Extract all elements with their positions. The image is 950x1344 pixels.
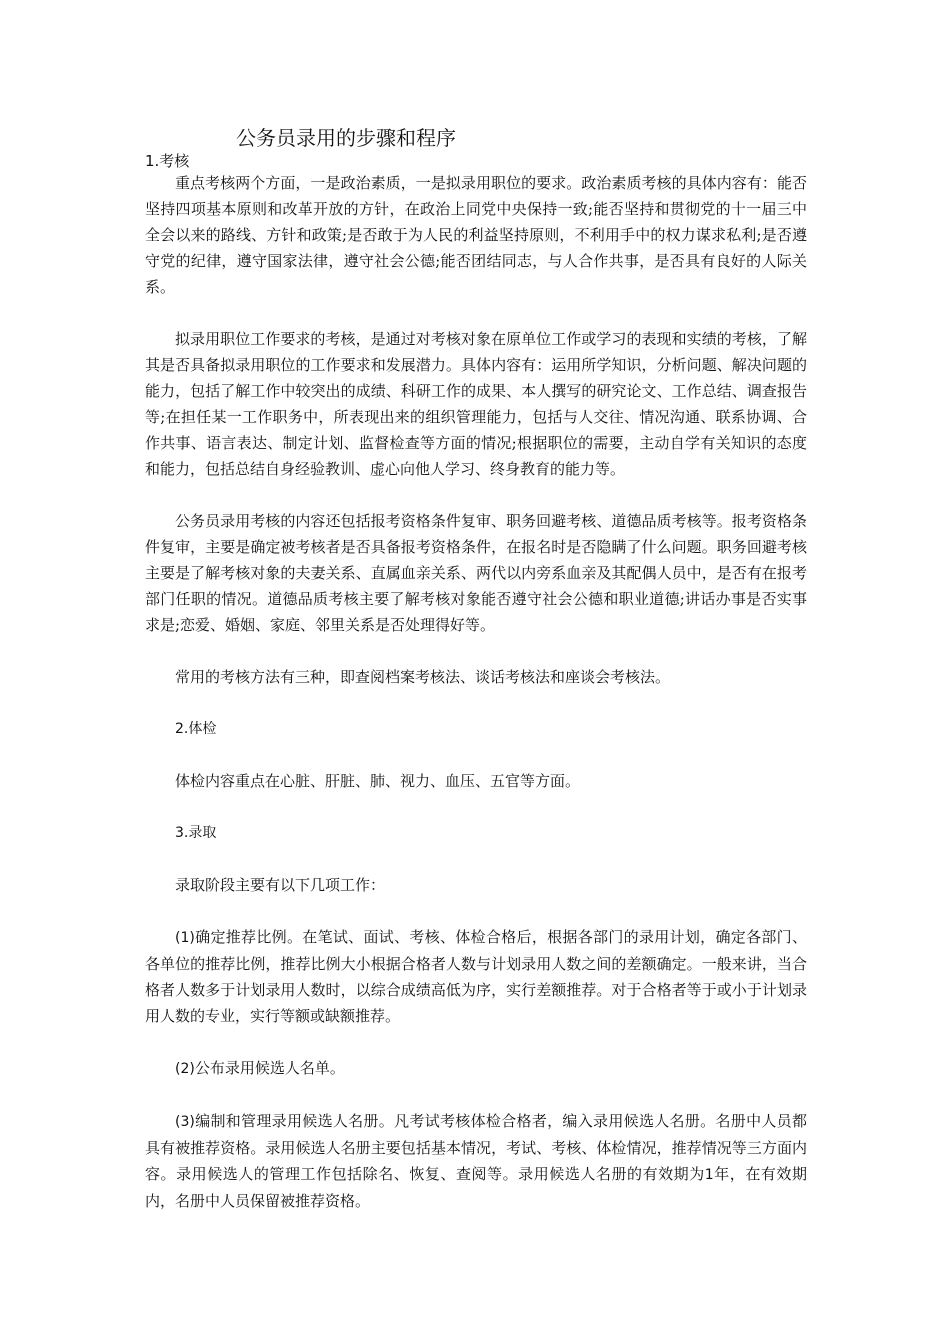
list-item-text: 编制和管理录用候选人名册。凡考试考核体检合格者，编入录用候选人名册。名册中人员都具有被推荐资格。录用候选人名册主要包括基本情况，考试、考核、体检情况，推荐情况等三方面内容。录用候选人的管理工作包括除名、恢复、查阅等。录用候选人名册的有效期为 xyxy=(145,1112,807,1183)
list-item-number: (2) xyxy=(175,1061,195,1077)
paragraph-spacer xyxy=(145,794,807,820)
section-heading-physical-exam: 2.体检 xyxy=(175,721,217,737)
list-item-recommend-ratio xyxy=(145,924,807,1029)
section-heading-assessment: 1.考核 xyxy=(145,152,190,170)
list-item-year-value: 1 xyxy=(704,1167,714,1183)
section-heading-admission: 3.录取 xyxy=(175,825,217,841)
document-body xyxy=(145,152,807,1214)
paragraph-political-assessment: 重点考核两个方面，一是政治素质，一是拟录用职位的要求。政治素质考核的具体内容有：能否坚持四项基本原则和改革开放的方针，在政治上同党中央保持一致;能否坚持和贯彻党的十一届三中全会以来的路线、方针和政策;是否敢于为人民的利益坚持原则，不利用手中的权力谋求私利;是否遵守党的纪律，遵守国家法律，遵守社会公德;能否团结同志，与人合作共事，是否具有良好的人际关系。 xyxy=(145,174,807,296)
paragraph-spacer xyxy=(145,482,807,508)
list-item-publish-candidates xyxy=(145,1055,807,1082)
paragraph-spacer xyxy=(145,846,807,872)
list-item-number: (3) xyxy=(175,1114,195,1130)
paragraph-spacer xyxy=(145,898,807,924)
paragraph-spacer xyxy=(145,1082,807,1108)
paragraph-spacer xyxy=(145,638,807,664)
document-title: 公务员录用的步骤和程序 xyxy=(236,126,456,150)
paragraph-spacer xyxy=(145,300,807,326)
paragraph-spacer xyxy=(145,690,807,716)
paragraph-assessment-methods: 常用的考核方法有三种，即查阅档案考核法、谈话考核法和座谈会考核法。 xyxy=(175,668,671,686)
list-item-text: 公布录用候选人名单。 xyxy=(194,1059,345,1077)
list-item-candidate-register xyxy=(145,1108,807,1214)
list-item-text-continued: 年，在有效期内，名册中人员保留被推荐资格。 xyxy=(145,1165,807,1210)
list-item-text: 确定推荐比例。在笔试、面试、考核、体检合格后，根据各部门的录用计划，确定各部门、各单位的推荐比例，推荐比例大小根据合格者人数与计划录用人数之间的差额确定。一般来讲，当合格者人数多于计划录用人数时，以综合成绩高低为序，实行差额推荐。对于合格者等于或小于计划录用人数的专业，实行等额或缺额推荐。 xyxy=(145,928,807,1025)
paragraph-spacer xyxy=(145,1029,807,1055)
paragraph-spacer xyxy=(145,742,807,768)
list-item-number: (1) xyxy=(175,930,195,946)
paragraph-admission-intro: 录取阶段主要有以下几项工作： xyxy=(175,876,386,894)
paragraph-physical-exam: 体检内容重点在心脏、肝脏、肺、视力、血压、五官等方面。 xyxy=(175,772,581,790)
paragraph-other-assessment: 公务员录用考核的内容还包括报考资格条件复审、职务回避考核、道德品质考核等。报考资格条件复审，主要是确定被考核者是否具备报考资格条件，在报名时是否隐瞒了什么问题。职务回避考核主要是了解考核对象的夫妻关系、直属血亲关系、两代以内旁系血亲及其配偶人员中，是否有在报考部门任职的情况。道德品质考核主要了解考核对象能否遵守社会公德和职业道德;讲话办事是否实事求是;恋爱、婚姻、家庭、邻里关系是否处理得好等。 xyxy=(145,512,807,634)
paragraph-job-requirement-assessment: 拟录用职位工作要求的考核，是通过对考核对象在原单位工作或学习的表现和实绩的考核，了解其是否具备拟录用职位的工作要求和发展潜力。具体内容有：运用所学知识，分析问题、解决问题的能力，包括了解工作中较突出的成绩、科研工作的成果、本人撰写的研究论文、工作总结、调查报告等;在担任某一工作职务中，所表现出来的组织管理能力，包括与人交往、情况沟通、联系协调、合作共事、语言表达、制定计划、监督检查等方面的情况;根据职位的需要，主动自学有关知识的态度和能力，包括总结自身经验教训、虚心向他人学习、终身教育的能力等。 xyxy=(145,330,807,478)
